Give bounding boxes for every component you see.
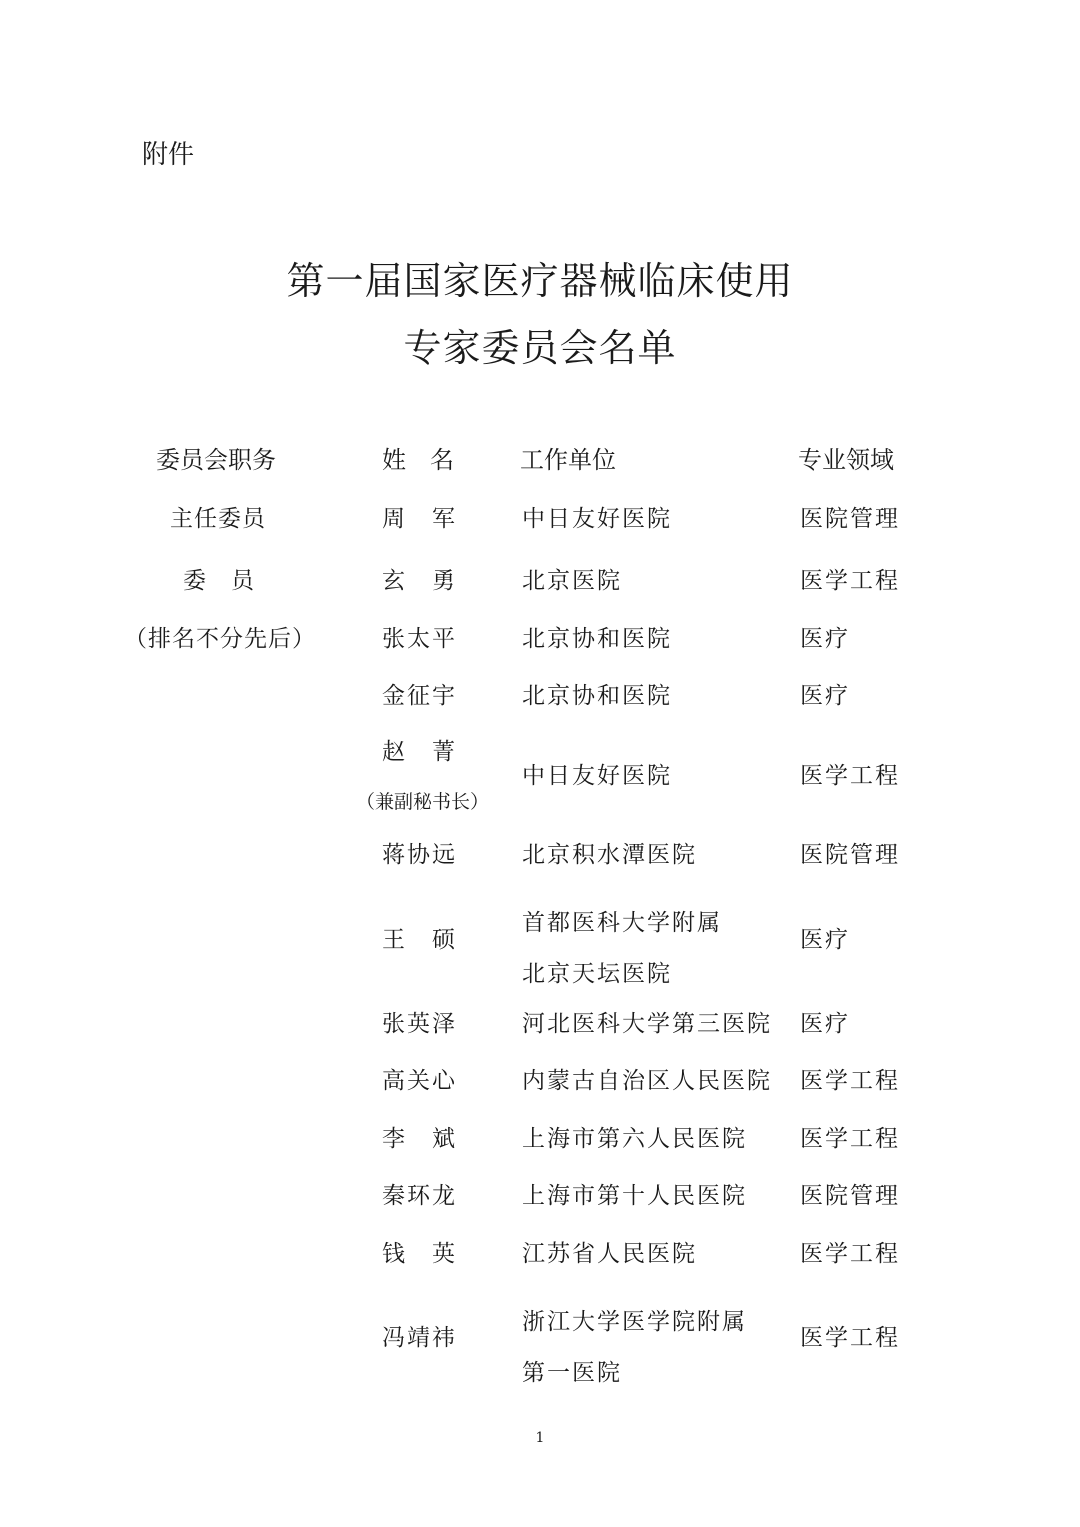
member-name: 赵 菁 — [382, 739, 457, 765]
member-name: 李 斌 — [382, 1126, 457, 1152]
member-unit: 上海市第六人民医院 — [522, 1126, 747, 1152]
header-role: 委员会职务 — [156, 446, 276, 474]
member-unit: 内蒙古自治区人民医院 — [522, 1068, 772, 1094]
member-name: 高关心 — [382, 1068, 457, 1094]
member-unit-line2: 第一医院 — [522, 1360, 622, 1386]
member-unit-line2: 北京天坛医院 — [522, 961, 672, 987]
member-field: 医学工程 — [800, 1068, 900, 1094]
page-number: 1 — [535, 1430, 545, 1446]
attachment-label: 附件 — [142, 140, 195, 170]
member-name: 张英泽 — [382, 1011, 457, 1037]
member-field: 医疗 — [800, 626, 850, 652]
role-member: 委 员 — [183, 568, 255, 594]
member-field: 医学工程 — [800, 568, 900, 594]
member-unit: 中日友好医院 — [522, 506, 672, 532]
member-name: 秦环龙 — [382, 1183, 457, 1209]
member-field: 医院管理 — [800, 506, 900, 532]
member-field: 医学工程 — [800, 1325, 900, 1351]
member-name: 钱 英 — [382, 1241, 457, 1267]
header-field: 专业领域 — [798, 446, 894, 474]
member-unit: 河北医科大学第三医院 — [522, 1011, 772, 1037]
member-unit: 江苏省人民医院 — [522, 1241, 697, 1267]
member-name: 张太平 — [382, 626, 457, 652]
member-field: 医疗 — [800, 1011, 850, 1037]
role-chair: 主任委员 — [170, 506, 266, 532]
member-unit: 北京积水潭医院 — [522, 842, 697, 868]
document-title-line1: 第一届国家医疗器械临床使用 — [286, 259, 794, 303]
member-field: 医院管理 — [800, 1183, 900, 1209]
member-name: 周 军 — [382, 506, 457, 532]
member-name: 王 硕 — [382, 927, 457, 953]
member-unit: 中日友好医院 — [522, 763, 672, 789]
member-unit: 上海市第十人民医院 — [522, 1183, 747, 1209]
member-unit: 北京协和医院 — [522, 626, 672, 652]
member-unit: 北京医院 — [522, 568, 622, 594]
member-field: 医学工程 — [800, 763, 900, 789]
member-field: 医学工程 — [800, 1126, 900, 1152]
member-field: 医院管理 — [800, 842, 900, 868]
member-name: 蒋协远 — [382, 842, 457, 868]
member-field: 医学工程 — [800, 1241, 900, 1267]
member-field: 医疗 — [800, 683, 850, 709]
role-member-note: （排名不分先后） — [124, 626, 316, 652]
member-unit: 北京协和医院 — [522, 683, 672, 709]
header-unit: 工作单位 — [520, 446, 616, 474]
member-name: 冯靖祎 — [382, 1325, 457, 1351]
header-name: 姓 名 — [382, 446, 454, 474]
member-name: 金征宇 — [382, 683, 457, 709]
document-title-line2: 专家委员会名单 — [403, 326, 677, 370]
member-field: 医疗 — [800, 927, 850, 953]
member-unit: 浙江大学医学院附属 — [522, 1309, 747, 1335]
member-unit: 首都医科大学附属 — [522, 910, 722, 936]
member-name: 玄 勇 — [382, 568, 457, 594]
member-name-note: （兼副秘书长） — [356, 791, 490, 813]
